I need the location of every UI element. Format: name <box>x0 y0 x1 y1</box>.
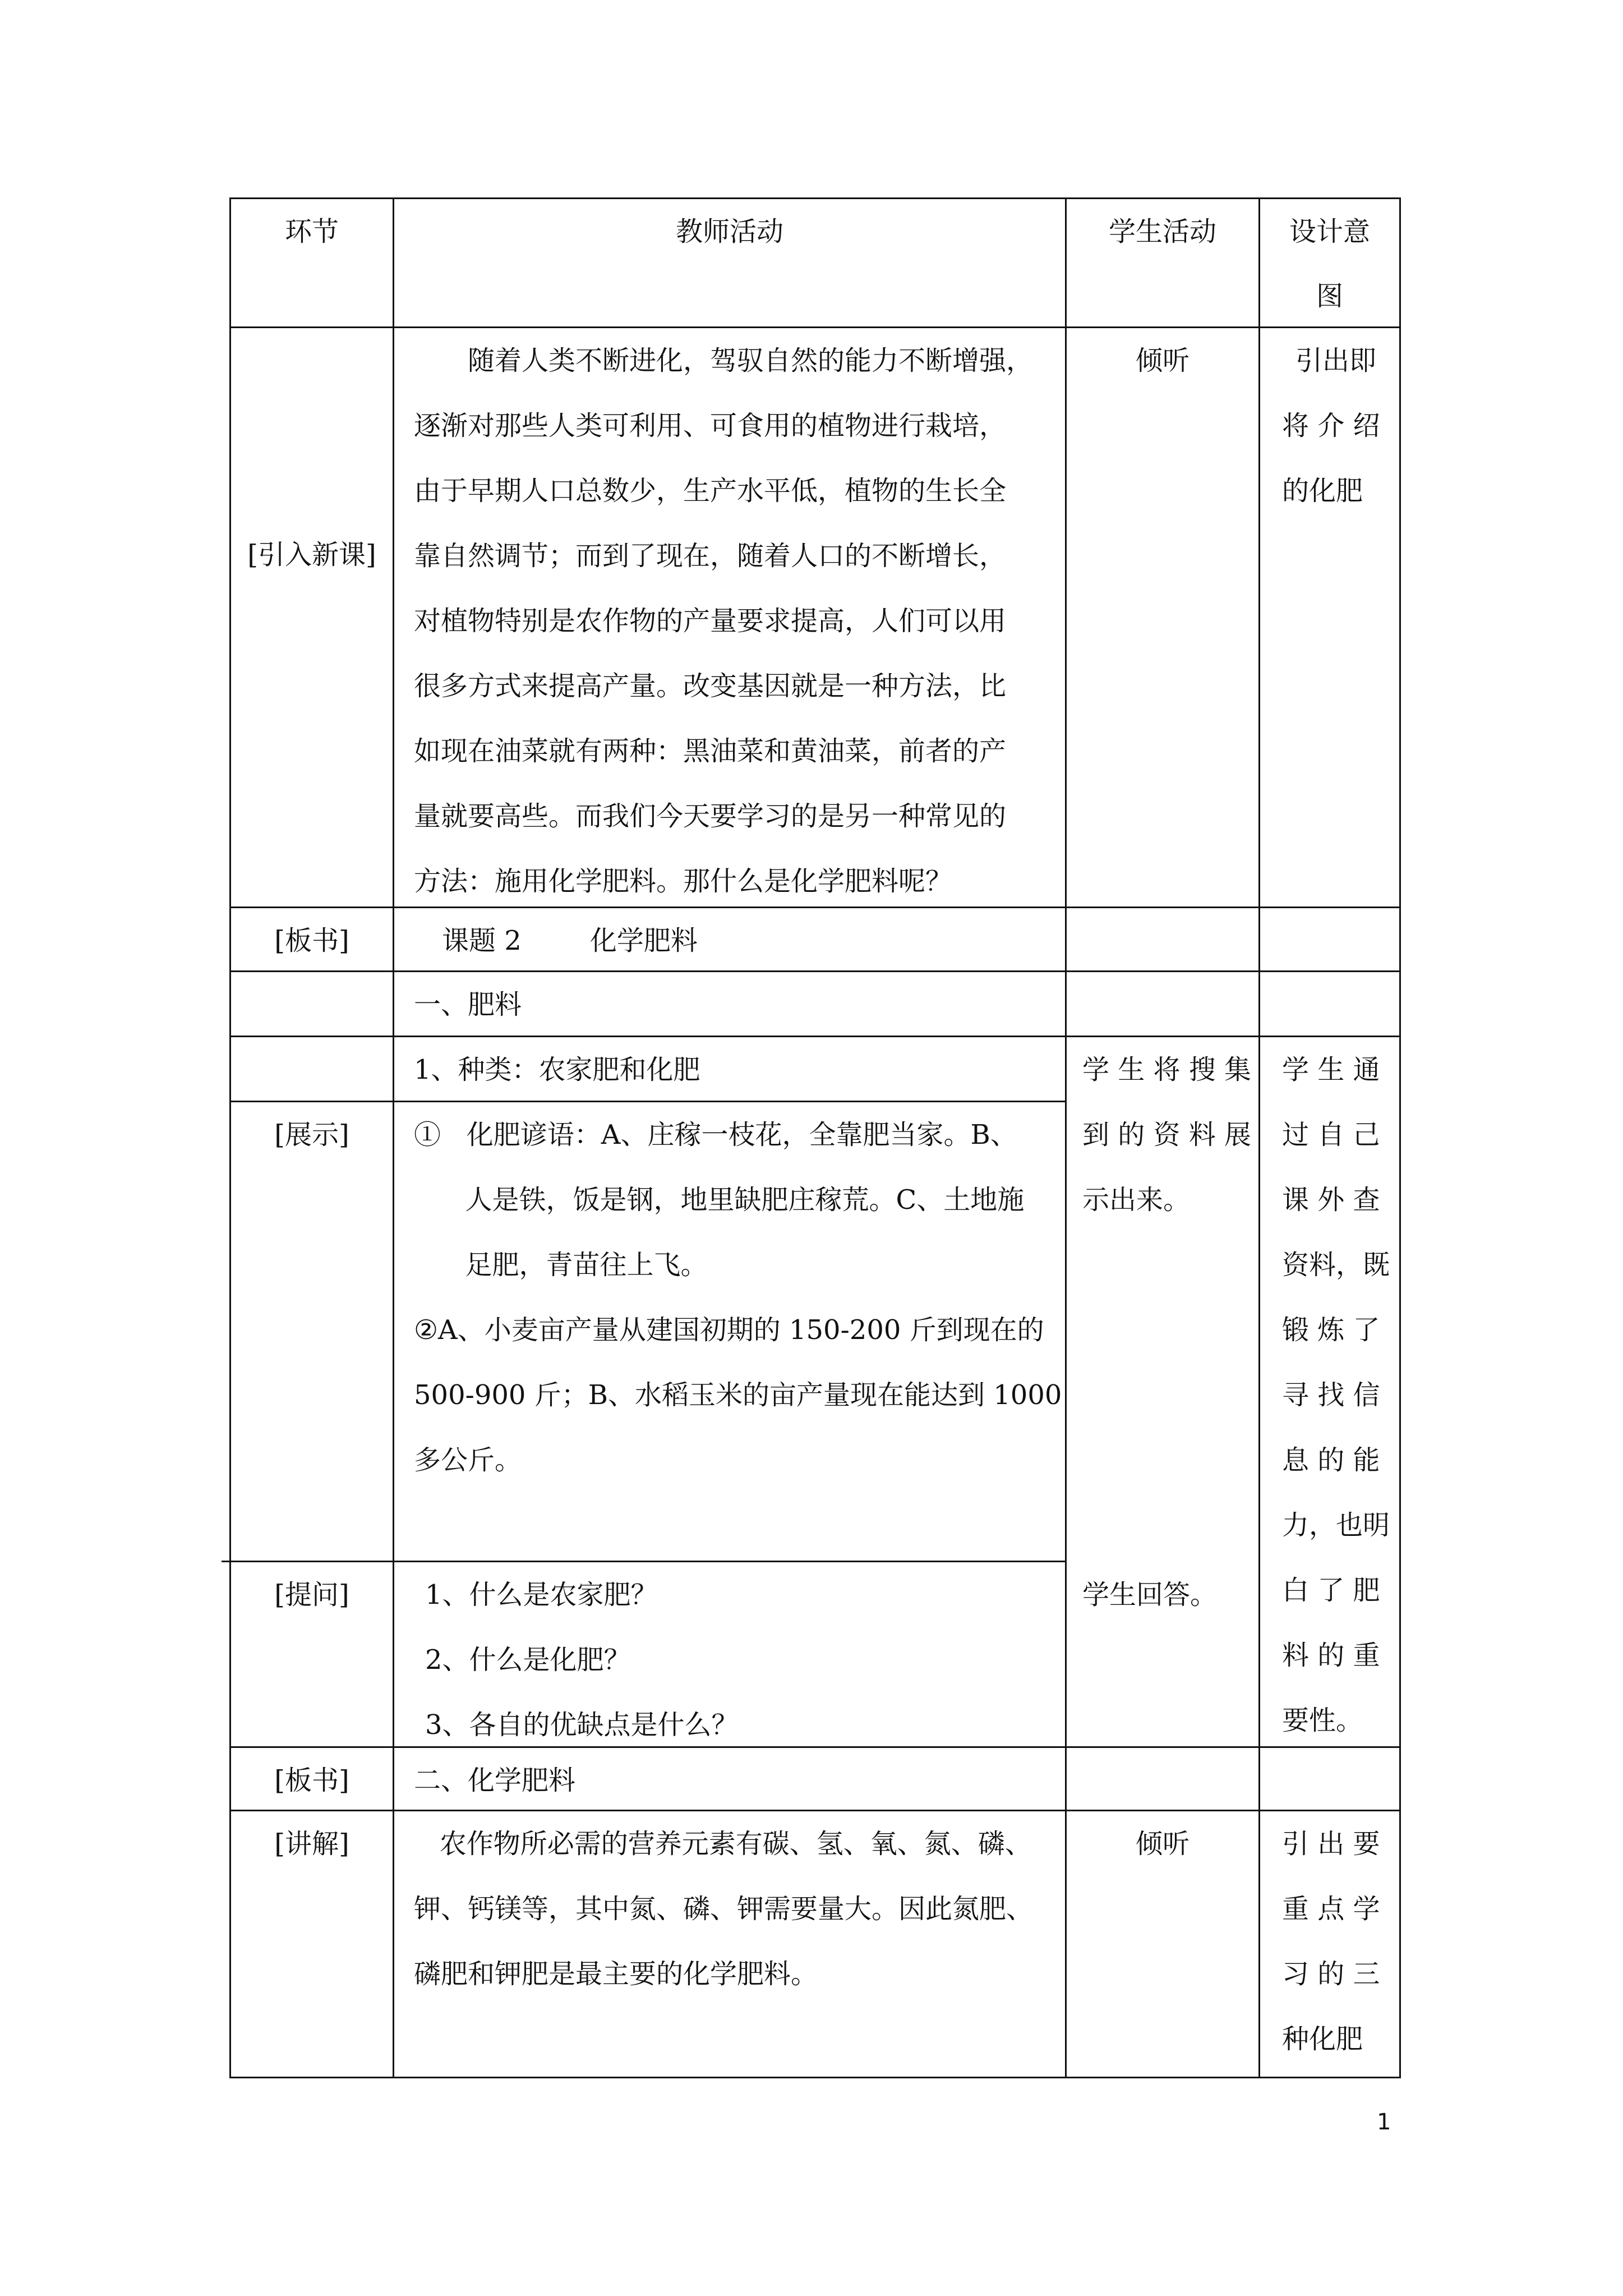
section1-heading: 一、肥料 <box>414 989 522 1020</box>
intro-teacher-line: 逐渐对那些人类可利用、可食用的植物进行栽培， <box>414 410 1007 441</box>
explain-student: 倾听 <box>1135 1828 1189 1860</box>
explain-design-line: 引 出 要 <box>1282 1828 1380 1860</box>
header-design-intent-line1: 设计意 <box>1289 216 1370 247</box>
design-merged-line: 寻 找 信 <box>1282 1379 1380 1411</box>
show-teacher-line: 人是铁，饭是钢，地里缺肥庄稼荒。C、土地施 <box>414 1184 1025 1216</box>
intro-design-line: 的化肥 <box>1282 475 1363 507</box>
row-border-bottom <box>229 2077 1401 2078</box>
design-merged-line: 锻 炼 了 <box>1282 1314 1380 1346</box>
intro-teacher-line: 由于早期人口总数少，生产水平低，植物的生长全 <box>414 475 1007 507</box>
board1-text: 课题 2 化学肥料 <box>442 925 698 956</box>
intro-teacher-line: 方法：施用化学肥料。那什么是化学肥料呢？ <box>414 866 953 897</box>
show-label: [展示] <box>274 1119 349 1151</box>
show-teacher-line: ②A、小麦亩产量从建国初期的 150-200 斤到现在的 <box>414 1314 1044 1346</box>
header-teacher-activity: 教师活动 <box>675 216 783 247</box>
design-merged <box>1282 1037 1390 1753</box>
intro-design-line: 将 介 绍 <box>1282 410 1380 441</box>
explain-label: [讲解] <box>274 1828 349 1860</box>
explain-teacher-line: 钾、钙镁等，其中氮、磷、钾需要量大。因此氮肥、 <box>414 1893 1034 1925</box>
header-student-activity: 学生活动 <box>1108 216 1216 247</box>
design-merged-line: 白 了 肥 <box>1282 1575 1380 1606</box>
intro-teacher-line: 很多方式来提高产量。改变基因就是一种方法，比 <box>414 670 1007 702</box>
row-border-question <box>229 1746 1401 1748</box>
show-student-line: 到 的 资 料 展 <box>1082 1119 1252 1151</box>
intro-design <box>1282 328 1380 523</box>
design-merged-line: 资料，既 <box>1282 1249 1390 1281</box>
show-student-line: 示出来。 <box>1082 1184 1191 1216</box>
design-merged-line: 课 外 查 <box>1282 1184 1380 1216</box>
show-teacher-line: 500-900 斤；B、水稻玉米的亩产量现在能达到 1000 <box>414 1379 1062 1411</box>
show-teacher-text <box>414 1102 1062 1493</box>
explain-design <box>1282 1811 1380 2072</box>
question-teacher-text <box>425 1562 739 1757</box>
page-number: 1 <box>1377 2109 1391 2135</box>
design-merged-line: 料 的 重 <box>1282 1640 1380 1671</box>
intro-teacher-text <box>414 328 1033 914</box>
board2-label: [板书] <box>274 1765 349 1796</box>
intro-teacher-line: 随着人类不断进化，驾驭自然的能力不断增强， <box>468 345 1034 376</box>
board2-text: 二、化学肥料 <box>414 1765 576 1796</box>
header-stage: 环节 <box>284 216 339 247</box>
intro-teacher-line: 如现在油菜就有两种：黑油菜和黄油菜，前者的产 <box>414 735 1007 767</box>
explain-design-line: 重 点 学 <box>1282 1893 1380 1925</box>
question-label: [提问] <box>274 1579 349 1611</box>
intro-teacher-line: 对植物特别是农作物的产量要求提高，人们可以用 <box>414 605 1007 637</box>
table-border-col3 <box>1258 197 1260 2078</box>
explain-teacher-text <box>414 1811 1033 2007</box>
design-merged-line: 要性。 <box>1282 1705 1363 1736</box>
explain-teacher-line: 农作物所必需的营养元素有碳、氢、氧、氮、磷、 <box>414 1828 1032 1860</box>
types-text: 1、种类：农家肥和化肥 <box>414 1054 700 1085</box>
table-border-col1 <box>393 197 394 2078</box>
header-design-intent-line2: 图 <box>1316 280 1343 312</box>
show-teacher-line: 足肥，青苗往上飞。 <box>414 1249 708 1281</box>
table-border-col2 <box>1065 197 1067 2078</box>
explain-teacher-line: 磷肥和钾肥是最主要的化学肥料。 <box>414 1958 818 1990</box>
table-border-right <box>1399 197 1401 2078</box>
board1-label: [板书] <box>274 925 349 956</box>
question-student: 学生回答。 <box>1082 1579 1218 1611</box>
intro-student: 倾听 <box>1135 345 1189 376</box>
question-line: 2、什么是化肥？ <box>425 1644 631 1676</box>
intro-teacher-line: 量就要高些。而我们今天要学习的是另一种常见的 <box>414 800 1007 832</box>
design-merged-line: 力，也明 <box>1282 1510 1390 1541</box>
intro-label: [引入新课] <box>247 539 376 570</box>
show-teacher-line: ① 化肥谚语：A、庄稼一枝花，全靠肥当家。B、 <box>414 1119 1017 1151</box>
show-teacher-line: 多公斤。 <box>414 1444 522 1476</box>
question-line: 1、什么是农家肥？ <box>425 1579 658 1611</box>
question-line: 3、各自的优缺点是什么？ <box>425 1709 739 1741</box>
show-student <box>1082 1037 1251 1232</box>
explain-design-line: 种化肥 <box>1282 2023 1363 2055</box>
design-merged-line: 过 自 己 <box>1282 1119 1380 1151</box>
explain-design-line: 习 的 三 <box>1282 1958 1380 1990</box>
intro-design-line: 引出即 <box>1295 345 1377 376</box>
design-merged-line: 息 的 能 <box>1282 1444 1380 1476</box>
design-merged-line: 学 生 通 <box>1282 1054 1380 1085</box>
intro-teacher-line: 靠自然调节；而到了现在，随着人口的不断增长， <box>414 540 1007 572</box>
row-border-board1 <box>229 970 1401 972</box>
show-student-line: 学 生 将 搜 集 <box>1082 1054 1252 1085</box>
